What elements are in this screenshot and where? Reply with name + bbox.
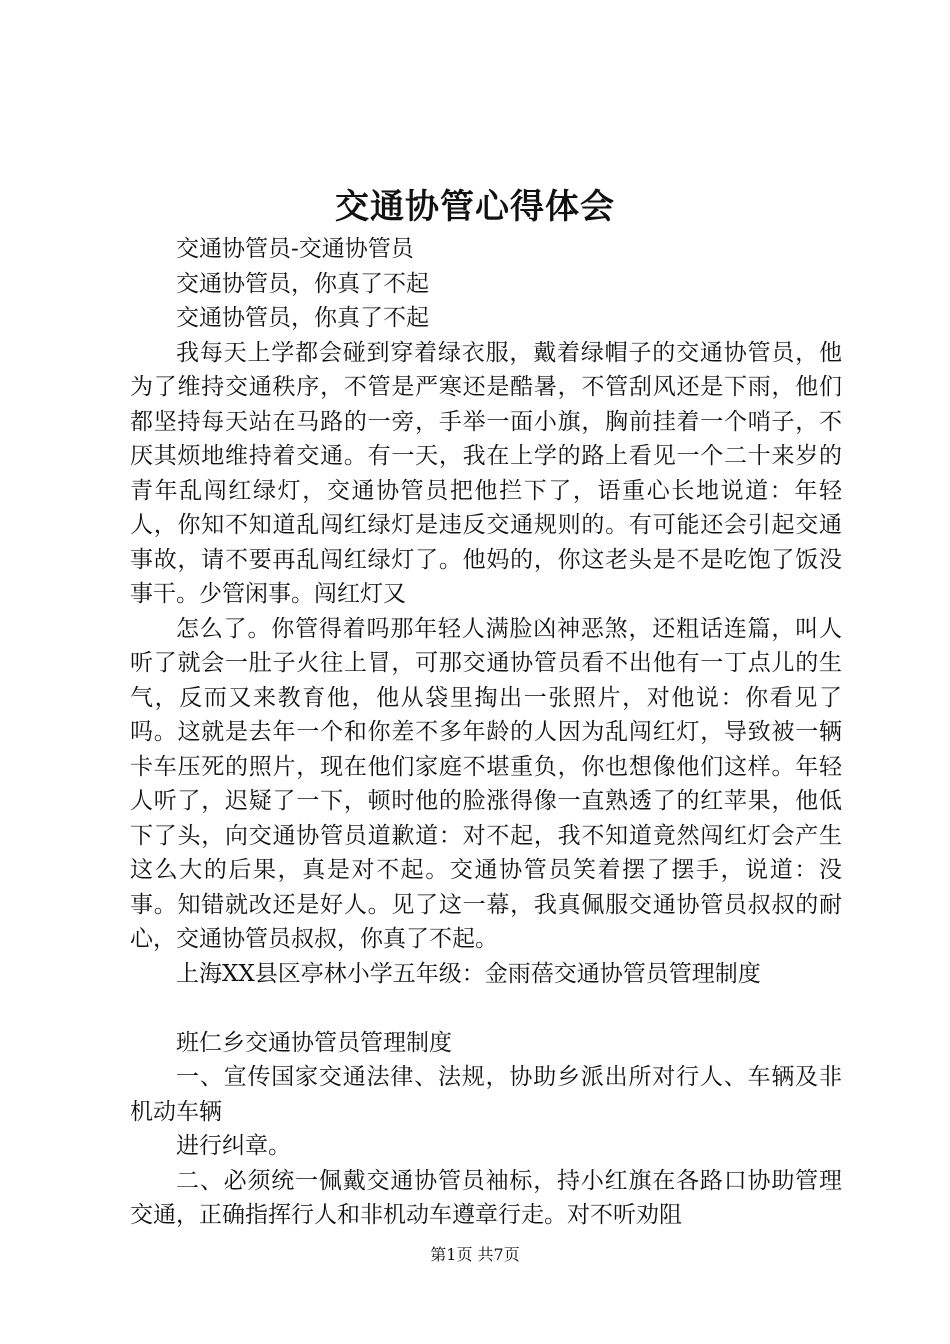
paragraph-heading-2: 交通协管员，你真了不起 xyxy=(176,305,429,331)
paragraph-rules-title: 班仁乡交通协管员管理制度 xyxy=(176,1029,452,1056)
paragraph-subtitle: 交通协管员-交通协管员 xyxy=(176,236,414,262)
paragraph-author: 上海XX县区亭林小学五年级：金雨蓓交通协管员管理制度 xyxy=(176,960,761,987)
paragraph-heading-1: 交通协管员，你真了不起 xyxy=(176,270,429,297)
paragraph-rule-1: 一、宣传国家交通法律、法规，协助乡派出所对行人、车辆及非机动车辆 xyxy=(130,1064,842,1125)
blank-line xyxy=(130,991,842,1026)
paragraph-rule-2: 二、必须统一佩戴交通协管员袖标，持小红旗在各路口协助管理交通，正确指挥行人和非机动车遵章行走。对不听劝阻 xyxy=(130,1167,842,1228)
document-body xyxy=(130,232,842,1233)
document-title: 交通协管心得体会 xyxy=(335,187,615,227)
paragraph-story-1: 我每天上学都会碰到穿着绿衣服，戴着绿帽子的交通协管员，他为了维持交通秩序，不管是严寒还是酷暑，不管刮风还是下雨，他们都坚持每天站在马路的一旁，手举一面小旗，胸前挂着一个哨子，不厌其烦地维持着交通。有一天，我在上学的路上看见一个二十来岁的青年乱闯红绿灯，交通协管员把他拦下了，语重心长地说道：年轻人，你知不知道乱闯红绿灯是违反交通规则的。有可能还会引起交通事故，请不要再乱闯红绿灯了。他妈的，你这老头是不是吃饱了饭没事干。少管闲事。闯红灯又 xyxy=(130,339,842,607)
paragraph-story-2: 怎么了。你管得着吗那年轻人满脸凶神恶煞，还粗话连篇，叫人听了就会一肚子火往上冒，可那交通协管员看不出他有一丁点儿的生气，反而又来教育他，他从袋里掏出一张照片，对他说：你看见了吗。这就是去年一个和你差不多年龄的人因为乱闯红灯，导致被一辆卡车压死的照片，现在他们家庭不堪重负，你也想像他们这样。年轻人听了，迟疑了一下，顿时他的脸涨得像一直熟透了的红苹果，他低下了头，向交通协管员道歉道：对不起，我不知道竟然闯红灯会产生这么大的后果，真是对不起。交通协管员笑着摆了摆手，说道：没事。知错就改还是好人。见了这一幕，我真佩服交通协管员叔叔的耐心，交通协管员叔叔，你真了不起。 xyxy=(130,615,842,952)
paragraph-rule-1-cont: 进行纠章。 xyxy=(176,1133,291,1159)
page-number: 第1页 共7页 xyxy=(430,1245,520,1264)
